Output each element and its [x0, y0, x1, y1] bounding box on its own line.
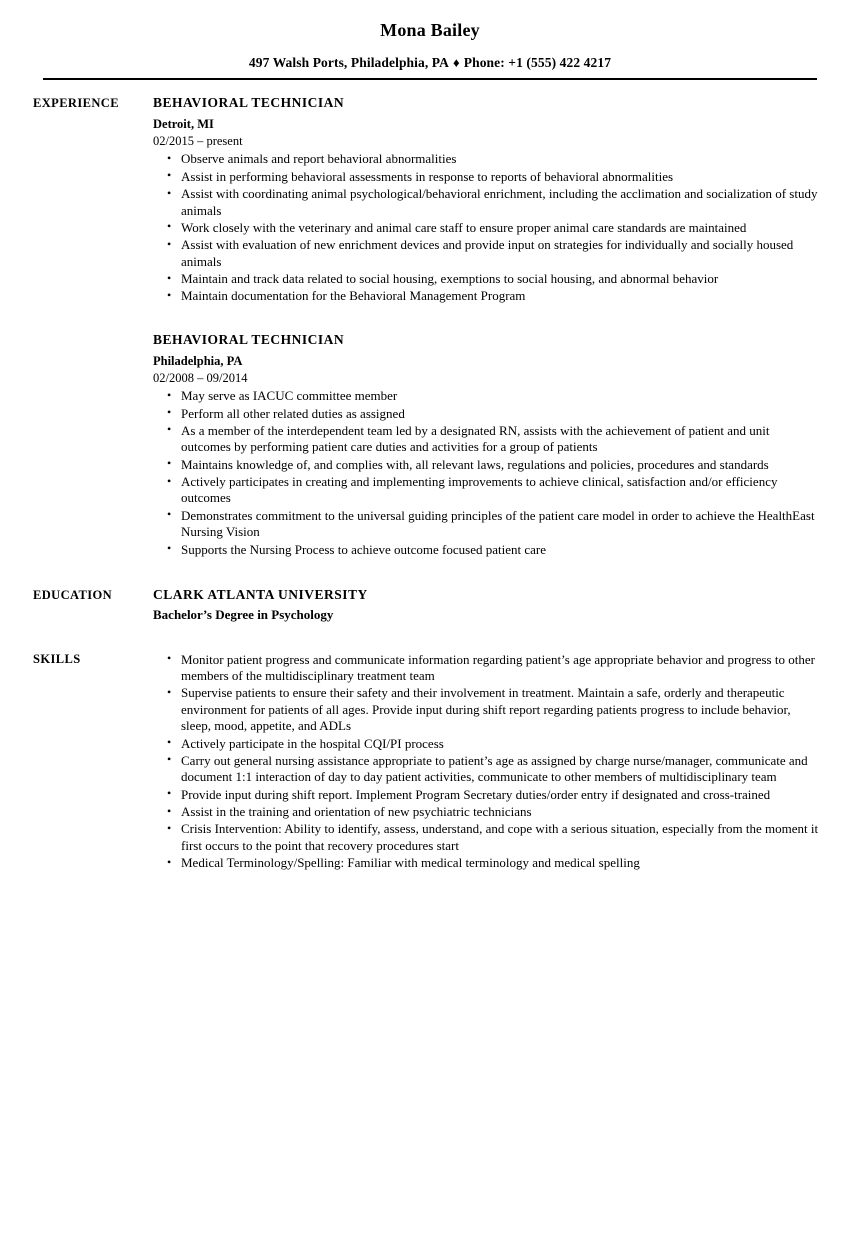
- list-item: • Actively participate in the hospital CQI/PI process: [153, 736, 820, 752]
- skills-bullet-list: [153, 652, 820, 872]
- list-item: • Perform all other related duties as assigned: [153, 406, 820, 422]
- list-item: • Medical Terminology/Spelling: Familiar with medical terminology and medical spelling: [153, 855, 820, 871]
- job-bullet-list: [153, 151, 820, 304]
- diamond-separator-icon: ♦: [453, 54, 460, 70]
- candidate-name: Mona Bailey: [380, 20, 480, 40]
- list-item: • Supervise patients to ensure their safety and their involvement in treatment. Maintain a safe, orderly and therapeutic environment for patients of all ages. Provide input during shift report regarding patients progress to include behavior, sleep, mood, appetite, and ADLs: [153, 685, 820, 734]
- experience-body: [153, 95, 820, 558]
- list-item: • Provide input during shift report. Implement Program Secretary duties/order entry if designated and cross-trained: [153, 787, 820, 803]
- job-dates: 02/2008 – 09/2014: [153, 370, 248, 385]
- section-label-skills: SKILLS: [33, 651, 81, 666]
- job-dates: 02/2015 – present: [153, 134, 243, 149]
- section-label-education: EDUCATION: [33, 587, 113, 602]
- list-item: • Assist in performing behavioral assessments in response to reports of behavioral abnormalities: [153, 169, 820, 185]
- list-item: • Observe animals and report behavioral abnormalities: [153, 151, 820, 167]
- contact-line: [0, 55, 860, 71]
- experience-entry: [153, 95, 820, 305]
- education-body: [153, 587, 820, 624]
- contact-address: 497 Walsh Ports, Philadelphia, PA: [248, 54, 449, 70]
- experience-section: [0, 95, 860, 558]
- header-divider: [43, 78, 817, 81]
- list-item: • Supports the Nursing Process to achieve outcome focused patient care: [153, 542, 820, 558]
- education-section: [0, 587, 860, 624]
- list-item: • Assist in the training and orientation of new psychiatric technicians: [153, 804, 820, 820]
- list-item: • Maintains knowledge of, and complies with, all relevant laws, regulations and policies, procedures and standards: [153, 457, 820, 473]
- job-bullet-list: [153, 388, 820, 558]
- list-item: • Carry out general nursing assistance appropriate to patient’s age as assigned by charge nurse/manager, communicate and document 1:1 interaction of day to day patient activities, communicate to other members of multidisciplinary team: [153, 753, 820, 786]
- list-item: • Assist with coordinating animal psychological/behavioral enrichment, including the acclimation and socialization of study animals: [153, 186, 820, 219]
- list-item: • May serve as IACUC committee member: [153, 388, 820, 404]
- job-title: BEHAVIORAL TECHNICIAN: [153, 95, 345, 111]
- skills-body: [153, 651, 820, 872]
- job-title: BEHAVIORAL TECHNICIAN: [153, 331, 345, 347]
- list-item: • Actively participates in creating and implementing improvements to achieve clinical, satisfaction and/or efficiency outcomes: [153, 474, 820, 507]
- list-item: • Work closely with the veterinary and animal care staff to ensure proper animal care standards are maintained: [153, 220, 820, 236]
- job-location: Philadelphia, PA: [153, 353, 243, 368]
- job-location: Detroit, MI: [153, 116, 214, 131]
- list-item: • Crisis Intervention: Ability to identify, assess, understand, and cope with a serious situation, especially from the moment it first occurs to the point that recovery procedures start: [153, 821, 820, 854]
- experience-entry: [153, 332, 820, 558]
- education-entry: [153, 587, 820, 624]
- list-item: • Demonstrates commitment to the universal guiding principles of the patient care model in order to achieve the HealthEast Nursing Vision: [153, 508, 820, 541]
- resume-header: [0, 0, 860, 80]
- contact-phone: Phone: +1 (555) 422 4217: [463, 54, 612, 70]
- skills-section: [0, 651, 860, 872]
- section-label-experience: EXPERIENCE: [33, 96, 119, 111]
- education-school: CLARK ATLANTA UNIVERSITY: [153, 586, 368, 602]
- list-item: • Maintain and track data related to social housing, exemptions to social housing, and abnormal behavior: [153, 271, 820, 287]
- list-item: • Maintain documentation for the Behavioral Management Program: [153, 288, 820, 304]
- list-item: • Monitor patient progress and communicate information regarding patient’s age appropriate behavior and progress to other members of the multidisciplinary treatment team: [153, 652, 820, 685]
- education-degree: Bachelor’s Degree in Psychology: [153, 606, 334, 622]
- list-item: • As a member of the interdependent team led by a designated RN, assists with the achievement of patient and unit outcomes by performing patient care duties and activities for a group of patients: [153, 423, 820, 456]
- list-item: • Assist with evaluation of new enrichment devices and provide input on strategies for individually and socially housed animals: [153, 237, 820, 270]
